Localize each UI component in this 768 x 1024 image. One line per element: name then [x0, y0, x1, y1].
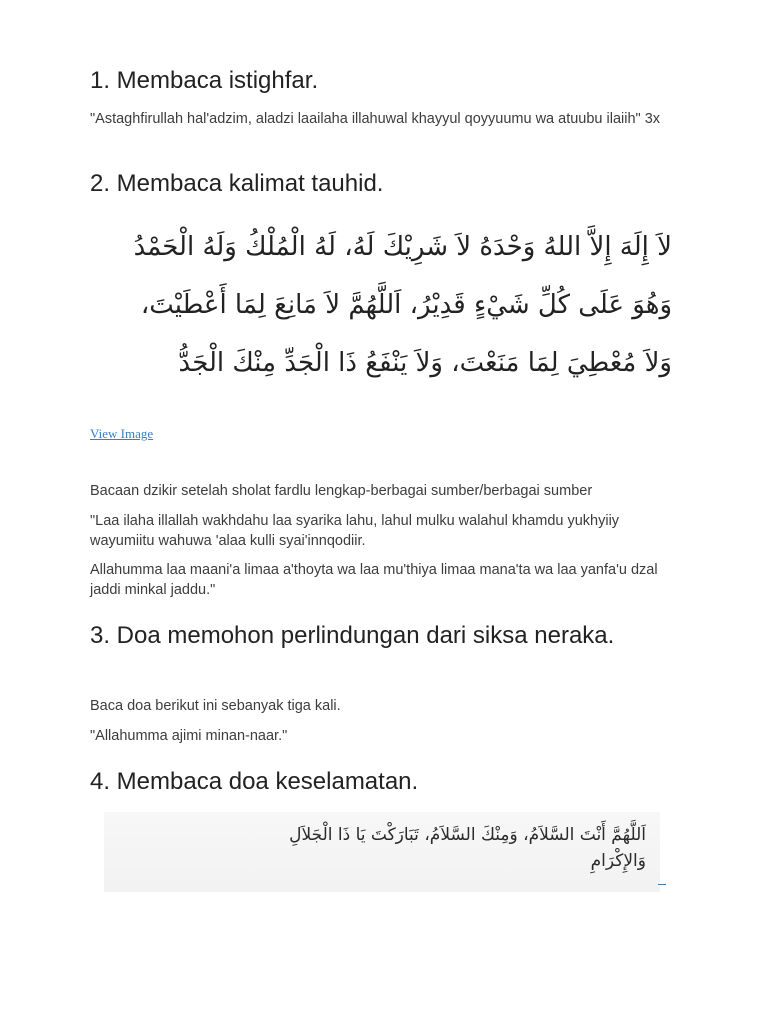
image-caption: Bacaan dzikir setelah sholat fardlu lengkap-berbagai sumber/berbagai sumber — [90, 483, 593, 499]
image-link[interactable] — [658, 884, 666, 885]
arabic-line: لاَ إِلَهَ إِلاَّ اللهُ وَحْدَهُ لاَ شَرِيْكَ لَهُ، لَهُ الْمُلْكُ وَلَهُ الْحَمْدُ — [133, 232, 672, 262]
tauhid-latin-2: Allahumma laa maani'a limaa a'thoyta wa laa mu'thiya limaa mana'ta wa laa yanfa'u dzal jaddi minkal jaddu." — [90, 562, 658, 598]
arabic-image-line: اَللَّهُمَّ أَنْتَ السَّلاَمُ، وَمِنْكَ السَّلاَمُ، تَبَارَكْتَ يَا ذَا الْجَلاَلِ — [289, 825, 646, 845]
arabic-doa-image — [104, 812, 660, 892]
doa-instruction: Baca doa berikut ini sebanyak tiga kali. — [90, 698, 341, 714]
arabic-line: وَلاَ مُعْطِيَ لِمَا مَنَعْتَ، وَلاَ يَنْفَعُ ذَا الْجَدِّ مِنْكَ الْجَدُّ — [178, 348, 672, 378]
arabic-image-line: وَالإِكْرَامِ — [590, 851, 646, 871]
heading-kalimat-tauhid: 2. Membaca kalimat tauhid. — [90, 170, 384, 197]
istighfar-text: "Astaghfirullah hal'adzim, aladzi laailaha illahuwal khayyul qoyyuumu wa atuubu ilaiih" 3x — [90, 111, 661, 127]
heading-doa-perlindungan: 3. Doa memohon perlindungan dari siksa neraka. — [90, 622, 615, 649]
heading-istighfar: 1. Membaca istighfar. — [90, 67, 319, 94]
view-image-link[interactable]: View Image — [90, 426, 154, 441]
heading-doa-keselamatan: 4. Membaca doa keselamatan. — [90, 768, 419, 795]
doa-neraka-text: "Allahumma ajimi minan-naar." — [90, 728, 288, 744]
tauhid-latin-1: "Laa ilaha illallah wakhdahu laa syarika lahu, lahul mulku walahul khamdu yukhyiiy wayumiitu wahuwa 'alaa kulli syai'innqodiir. — [90, 513, 620, 549]
arabic-tauhid-text — [92, 218, 672, 392]
arabic-line: وَهُوَ عَلَى كُلِّ شَيْءٍ قَدِيْرُ، اَللَّهُمَّ لاَ مَانِعَ لِمَا أَعْطَيْتَ، — [140, 290, 672, 320]
